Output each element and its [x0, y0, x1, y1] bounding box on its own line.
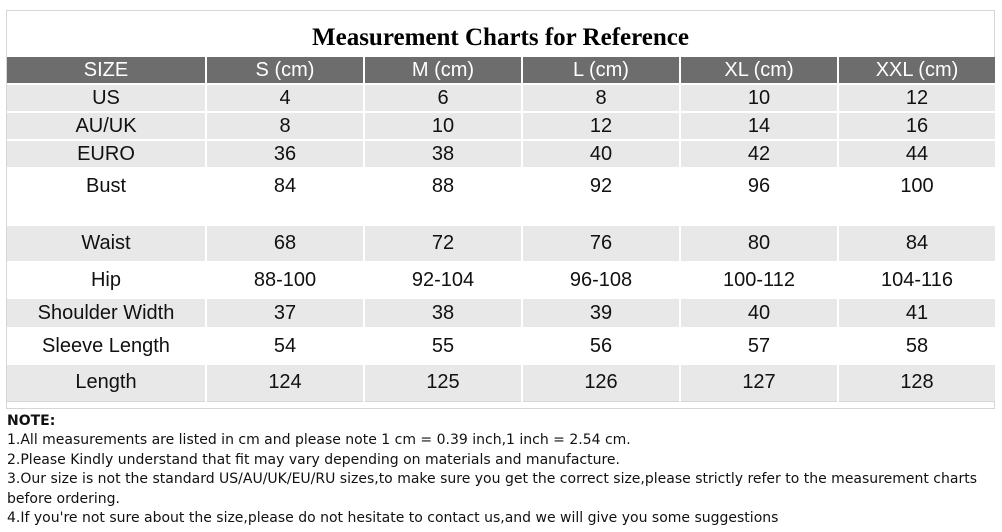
table-cell: 92-104 [364, 262, 522, 298]
table-cell: 84 [206, 168, 364, 205]
table-cell: 76 [522, 225, 680, 262]
row-label: Shoulder Width [7, 298, 206, 328]
table-cell: 10 [680, 84, 838, 112]
row-label: US [7, 84, 206, 112]
table-row-euro [7, 140, 995, 168]
table-cell: 6 [364, 84, 522, 112]
row-label: Bust [7, 168, 206, 205]
note-line: 4.If you're not sure about the size,please do not hesitate to contact us,and we will give you some suggestions [7, 510, 779, 527]
table-cell: 104-116 [838, 262, 995, 298]
table-cell: 38 [364, 140, 522, 168]
table-cell: 40 [522, 140, 680, 168]
note-line: 3.Our size is not the standard US/AU/UK/EU/RU sizes,to make sure you get the correct size,please strictly refer to the measurement charts before ordering. [7, 471, 977, 507]
measurement-chart [6, 10, 995, 409]
table-cell: 68 [206, 225, 364, 262]
table-cell: 38 [364, 298, 522, 328]
table-cell: 58 [838, 328, 995, 364]
table-cell: 39 [522, 298, 680, 328]
table-cell [7, 205, 206, 225]
table-cell: 12 [522, 112, 680, 140]
column-header-size: SIZE [7, 57, 206, 84]
table-cell: 124 [206, 364, 364, 401]
notes-section [7, 412, 997, 528]
table-cell [206, 205, 364, 225]
table-cell [364, 205, 522, 225]
column-header-s: S (cm) [206, 57, 364, 84]
table-row-hip [7, 262, 995, 298]
table-cell: 14 [680, 112, 838, 140]
table-cell: 41 [838, 298, 995, 328]
table-row-length [7, 364, 995, 401]
note-line: 2.Please Kindly understand that fit may vary depending on materials and manufacture. [7, 451, 620, 468]
table-cell: 72 [364, 225, 522, 262]
table-header-row [7, 57, 995, 84]
row-label: AU/UK [7, 112, 206, 140]
row-label: Waist [7, 225, 206, 262]
table-cell: 126 [522, 364, 680, 401]
table-cell: 4 [206, 84, 364, 112]
column-header-xl: XL (cm) [680, 57, 838, 84]
table-cell: 42 [680, 140, 838, 168]
table-cell: 8 [206, 112, 364, 140]
table-row-au-uk [7, 112, 995, 140]
column-header-xxl: XXL (cm) [838, 57, 995, 84]
table-cell: 84 [838, 225, 995, 262]
table-cell: 88 [364, 168, 522, 205]
row-label: EURO [7, 140, 206, 168]
size-table [7, 57, 995, 402]
column-header-l: L (cm) [522, 57, 680, 84]
table-cell: 12 [838, 84, 995, 112]
table-cell: 54 [206, 328, 364, 364]
row-label: Hip [7, 262, 206, 298]
table-cell: 125 [364, 364, 522, 401]
table-cell: 80 [680, 225, 838, 262]
column-header-m: M (cm) [364, 57, 522, 84]
row-label: Length [7, 364, 206, 401]
table-row-us [7, 84, 995, 112]
table-cell: 100 [838, 168, 995, 205]
table-cell: 37 [206, 298, 364, 328]
table-cell: 92 [522, 168, 680, 205]
table-row-sleeve-length [7, 328, 995, 364]
table-cell: 10 [364, 112, 522, 140]
table-cell [680, 205, 838, 225]
table-cell: 40 [680, 298, 838, 328]
chart-title: Measurement Charts for Reference [312, 24, 689, 51]
table-cell: 127 [680, 364, 838, 401]
table-cell: 8 [522, 84, 680, 112]
table-cell: 100-112 [680, 262, 838, 298]
table-cell: 57 [680, 328, 838, 364]
note-line: 1.All measurements are listed in cm and please note 1 cm = 0.39 inch,1 inch = 2.54 cm. [7, 432, 631, 449]
table-row-shoulder-width [7, 298, 995, 328]
table-cell: 88-100 [206, 262, 364, 298]
table-cell: 16 [838, 112, 995, 140]
table-cell: 44 [838, 140, 995, 168]
table-cell: 55 [364, 328, 522, 364]
row-label: Sleeve Length [7, 328, 206, 364]
table-row-waist [7, 225, 995, 262]
table-cell: 128 [838, 364, 995, 401]
table-row-bust [7, 168, 995, 205]
table-spacer-row [7, 205, 995, 225]
table-cell: 56 [522, 328, 680, 364]
table-cell: 36 [206, 140, 364, 168]
table-cell: 96 [680, 168, 838, 205]
notes-heading: NOTE: [7, 413, 56, 429]
table-cell: 96-108 [522, 262, 680, 298]
table-cell [522, 205, 680, 225]
table-cell [838, 205, 995, 225]
